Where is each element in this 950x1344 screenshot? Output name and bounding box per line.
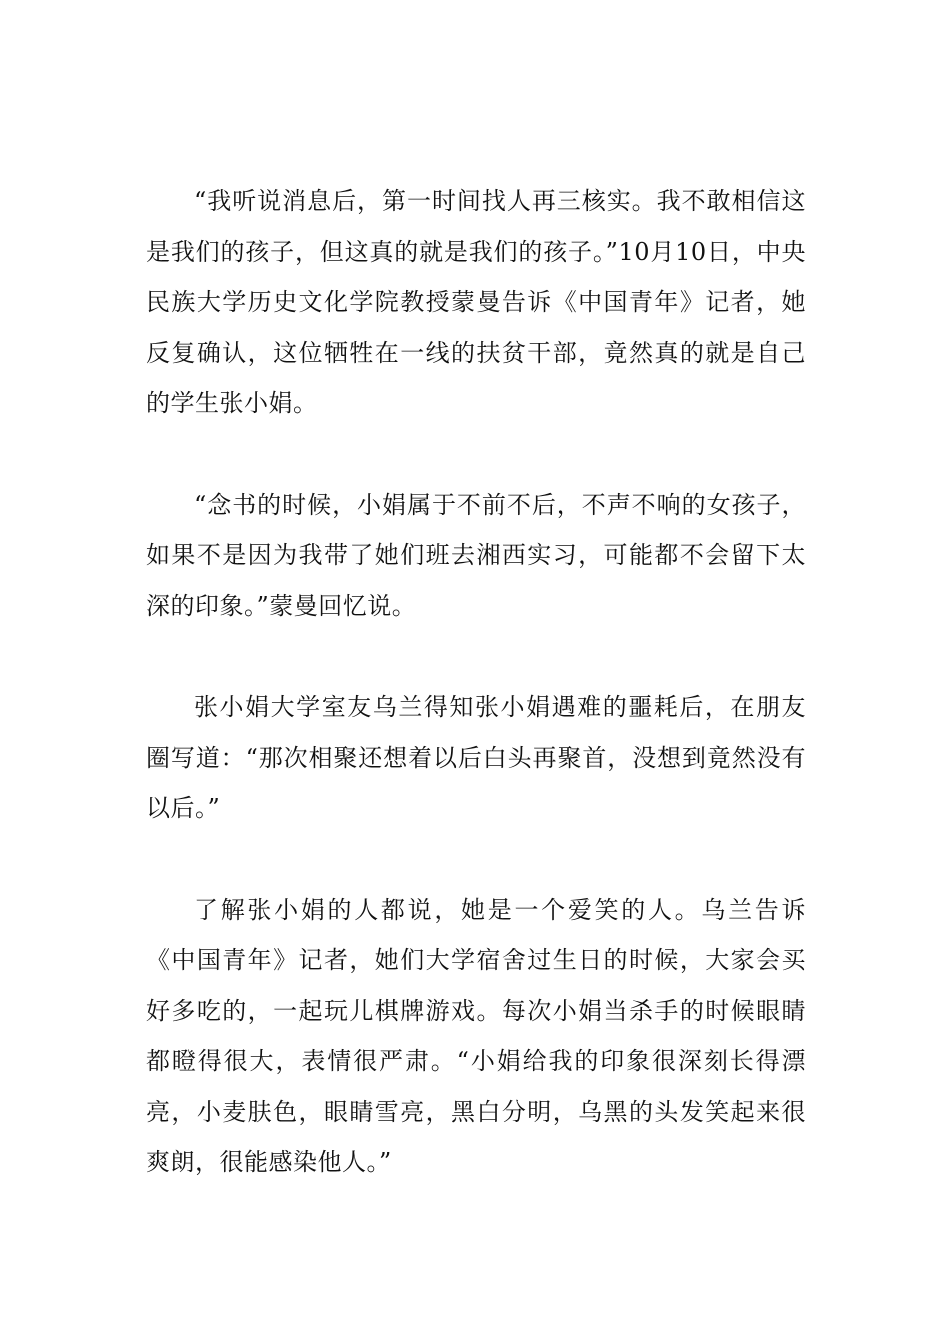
paragraph-3: 张小娟大学室友乌兰得知张小娟遇难的噩耗后，在朋友圈写道：“那次相聚还想着以后白头再聚首，没想到竟然没有以后。” — [146, 693, 806, 822]
paragraph-2: “念书的时候，小娟属于不前不后，不声不响的女孩子，如果不是因为我带了她们班去湘西实习，可能都不会留下太深的印象。”蒙曼回忆说。 — [146, 490, 806, 620]
paragraph-4: 了解张小娟的人都说，她是一个爱笑的人。乌兰告诉《中国青年》记者，她们大学宿舍过生日的时候，大家会买好多吃的，一起玩儿棋牌游戏。每次小娟当杀手的时候眼睛都瞪得很大，表情很严肃。“小娟给我的印象很深刻长得漂亮，小麦肤色，眼睛雪亮，黑白分明，乌黑的头发笑起来很爽朗，很能感染他人。” — [146, 895, 806, 1176]
article-body — [146, 176, 806, 1188]
paragraph-1: “我听说消息后，第一时间找人再三核实。我不敢相信这是我们的孩子，但这真的就是我们的孩子。”10月10日，中央民族大学历史文化学院教授蒙曼告诉《中国青年》记者，她反复确认，这位牺牲在一线的扶贫干部，竟然真的就是自己的学生张小娟。 — [146, 187, 806, 417]
